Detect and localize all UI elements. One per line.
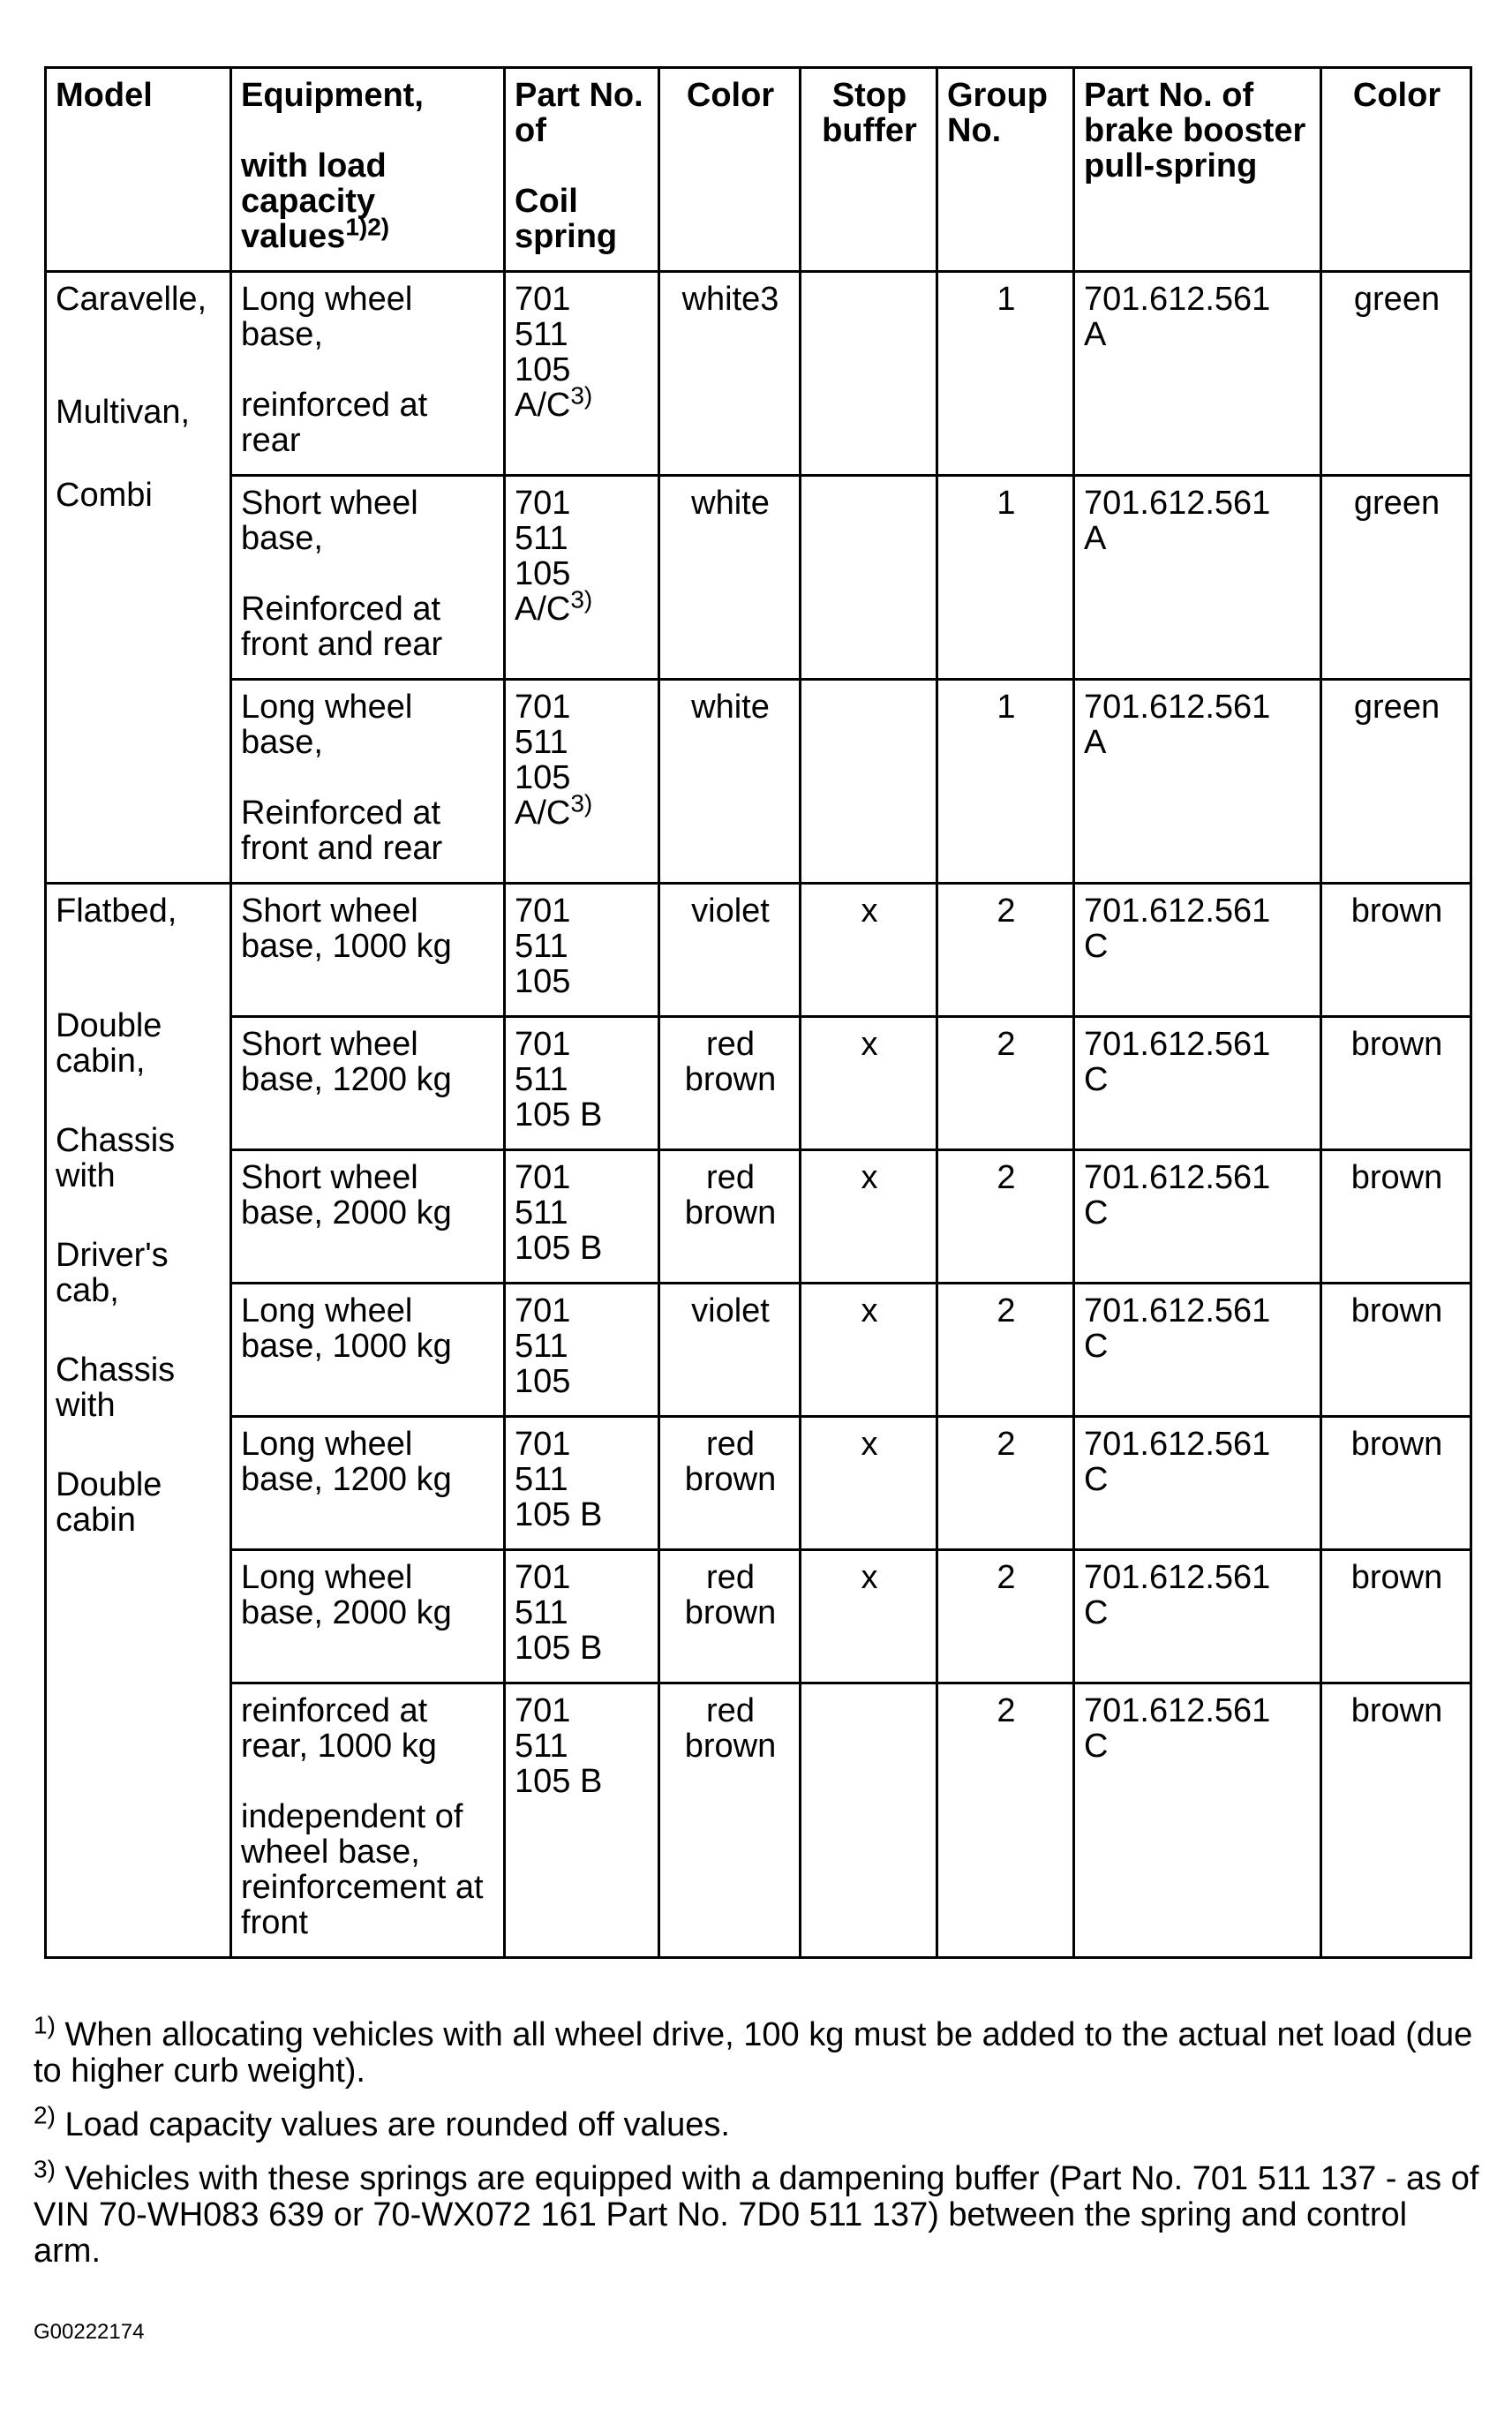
table-row — [46, 1017, 1471, 1150]
color-cell: white — [659, 680, 801, 884]
model-line: Caravelle, — [56, 281, 207, 318]
color-cell: violet — [659, 884, 801, 1017]
model-line: Chassis with — [56, 1352, 176, 1424]
header-brake-booster-part: Part No. of brake booster pull-spring — [1074, 68, 1321, 272]
equipment-text: Short wheel base, 1200 kg — [241, 1026, 452, 1098]
table-row — [46, 1683, 1471, 1958]
model-line: Combi — [56, 477, 153, 514]
equipment-text-extra: reinforced at rear — [241, 387, 428, 459]
group-no-cell: 1 — [937, 272, 1074, 476]
equipment-text-extra: Reinforced at front and rear — [241, 795, 443, 867]
model-line: Flatbed, — [56, 892, 177, 930]
color-2-cell: brown — [1321, 1150, 1471, 1284]
color-2-cell: green — [1321, 476, 1471, 680]
equipment-cell — [231, 1683, 505, 1958]
table-row — [46, 1550, 1471, 1683]
brake-booster-part-cell: 701.612.561 C — [1074, 1017, 1321, 1150]
model-line: Double cabin, — [56, 1007, 162, 1080]
header-row — [46, 68, 1471, 272]
coil-spring-part-cell: 701 511 105 — [505, 1284, 659, 1417]
brake-booster-part-cell: 701.612.561 C — [1074, 1284, 1321, 1417]
equipment-cell — [231, 680, 505, 884]
equipment-cell — [231, 1550, 505, 1683]
footnote: $^{3)}$ Vehicles with these springs are equipped with a dampening buffer (Part No. 701 511 137 - as of VIN 70-WH083 639 or 70-WX072 161 Part No. 7D0 511 137) between the spring and control arm. — [34, 2155, 1479, 2270]
color-2-cell: green — [1321, 680, 1471, 884]
brake-booster-part-cell: 701.612.561 A — [1074, 680, 1321, 884]
equipment-cell — [231, 476, 505, 680]
group-no-cell: 2 — [937, 1150, 1074, 1284]
equipment-text: Short wheel base, — [241, 485, 418, 557]
coil-spring-part-cell: 701 511 105 B — [505, 1150, 659, 1284]
table-row — [46, 680, 1471, 884]
stop-buffer-cell: x — [801, 1550, 937, 1683]
stop-buffer-cell — [801, 272, 937, 476]
model-cell — [46, 884, 231, 1958]
equipment-text: Long wheel base, 1200 kg — [241, 1426, 452, 1498]
model-line: Multivan, — [56, 394, 191, 431]
color-cell: violet — [659, 1284, 801, 1417]
table-row — [46, 272, 1471, 476]
equipment-cell — [231, 1017, 505, 1150]
group-no-cell: 2 — [937, 1417, 1074, 1550]
group-no-cell: 2 — [937, 1550, 1074, 1683]
equipment-text: Long wheel base, 2000 kg — [241, 1559, 452, 1631]
equipment-text: Long wheel base, 1000 kg — [241, 1292, 452, 1365]
color-2-cell: brown — [1321, 1683, 1471, 1958]
color-cell: white — [659, 476, 801, 680]
group-no-cell: 2 — [937, 1017, 1074, 1150]
header-group-no: Group No. — [937, 68, 1074, 272]
table-row — [46, 884, 1471, 1017]
coil-spring-part-cell: 701 511 105 $A/C^{3)}$ — [505, 680, 659, 884]
color-2-cell: brown — [1321, 1417, 1471, 1550]
color-2-cell: green — [1321, 272, 1471, 476]
color-2-cell: brown — [1321, 1284, 1471, 1417]
model-line: Chassis with — [56, 1122, 176, 1194]
table-row — [46, 476, 1471, 680]
brake-booster-part-cell: 701.612.561 C — [1074, 1683, 1321, 1958]
coil-spring-part-cell: 701 511 105 B — [505, 1417, 659, 1550]
brake-booster-part-cell: 701.612.561 A — [1074, 272, 1321, 476]
color-2-cell: brown — [1321, 1550, 1471, 1683]
header-part-no: Part No. of Coil spring — [505, 68, 659, 272]
table-row — [46, 1284, 1471, 1417]
model-line: Driver's cab, — [56, 1237, 169, 1309]
color-2-cell: brown — [1321, 1017, 1471, 1150]
header-color: Color — [659, 68, 801, 272]
table-row — [46, 1150, 1471, 1284]
coil-spring-part-cell: 701 511 105 B — [505, 1550, 659, 1683]
footnote: $^{2)}$ Load capacity values are rounded off values. — [34, 2101, 730, 2143]
equipment-text: Long wheel base, — [241, 281, 413, 353]
header-color-2: Color — [1321, 68, 1471, 272]
group-no-cell: 2 — [937, 1284, 1074, 1417]
equipment-text: Short wheel base, 2000 kg — [241, 1159, 452, 1231]
model-line: Double cabin — [56, 1466, 162, 1539]
coil-spring-part-cell: 701 511 105 B — [505, 1017, 659, 1150]
stop-buffer-cell: x — [801, 884, 937, 1017]
color-cell: red brown — [659, 1683, 801, 1958]
equipment-text-extra: Reinforced at front and rear — [241, 591, 443, 663]
stop-buffer-cell: x — [801, 1150, 937, 1284]
spring-allocation-table-wrapper — [44, 66, 1470, 1959]
footnotes — [34, 2011, 1481, 2287]
group-no-cell: 2 — [937, 884, 1074, 1017]
equipment-cell — [231, 1417, 505, 1550]
equipment-cell — [231, 272, 505, 476]
color-cell: red brown — [659, 1417, 801, 1550]
brake-booster-part-cell: 701.612.561 C — [1074, 1417, 1321, 1550]
spring-allocation-table — [44, 66, 1472, 1959]
table-row — [46, 1417, 1471, 1550]
group-no-cell: 2 — [937, 1683, 1074, 1958]
color-cell: red brown — [659, 1017, 801, 1150]
color-cell: red brown — [659, 1550, 801, 1683]
stop-buffer-cell: x — [801, 1284, 937, 1417]
figure-code: G00222174 — [34, 2320, 145, 2344]
coil-spring-part-cell: 701 511 105 $A/C^{3)}$ — [505, 272, 659, 476]
color-2-cell: brown — [1321, 884, 1471, 1017]
color-cell: red brown — [659, 1150, 801, 1284]
stop-buffer-cell — [801, 476, 937, 680]
equipment-cell — [231, 1284, 505, 1417]
equipment-cell — [231, 1150, 505, 1284]
header-equipment: Equipment, with load capacity values$^{1)2)}$ — [231, 68, 505, 272]
coil-spring-part-cell: 701 511 105 $A/C^{3)}$ — [505, 476, 659, 680]
stop-buffer-cell: x — [801, 1417, 937, 1550]
stop-buffer-cell: x — [801, 1017, 937, 1150]
brake-booster-part-cell: 701.612.561 C — [1074, 1550, 1321, 1683]
brake-booster-part-cell: 701.612.561 A — [1074, 476, 1321, 680]
group-no-cell: 1 — [937, 680, 1074, 884]
coil-spring-part-cell: 701 511 105 — [505, 884, 659, 1017]
color-cell: white3 — [659, 272, 801, 476]
header-stop-buffer: Stop buffer — [801, 68, 937, 272]
equipment-text: Short wheel base, 1000 kg — [241, 892, 452, 965]
equipment-cell — [231, 884, 505, 1017]
coil-spring-part-cell: 701 511 105 B — [505, 1683, 659, 1958]
stop-buffer-cell — [801, 680, 937, 884]
equipment-text: reinforced at rear, 1000 kg — [241, 1692, 437, 1765]
group-no-cell: 1 — [937, 476, 1074, 680]
brake-booster-part-cell: 701.612.561 C — [1074, 884, 1321, 1017]
equipment-text-extra: independent of wheel base, reinforcement at front — [241, 1798, 484, 1941]
brake-booster-part-cell: 701.612.561 C — [1074, 1150, 1321, 1284]
equipment-text: Long wheel base, — [241, 689, 413, 761]
stop-buffer-cell — [801, 1683, 937, 1958]
header-model: Model — [46, 68, 231, 272]
footnote: $^{1)}$ When allocating vehicles with all wheel drive, 100 kg must be added to the actual net load (due to higher curb weight). — [34, 2011, 1473, 2090]
model-cell — [46, 272, 231, 884]
